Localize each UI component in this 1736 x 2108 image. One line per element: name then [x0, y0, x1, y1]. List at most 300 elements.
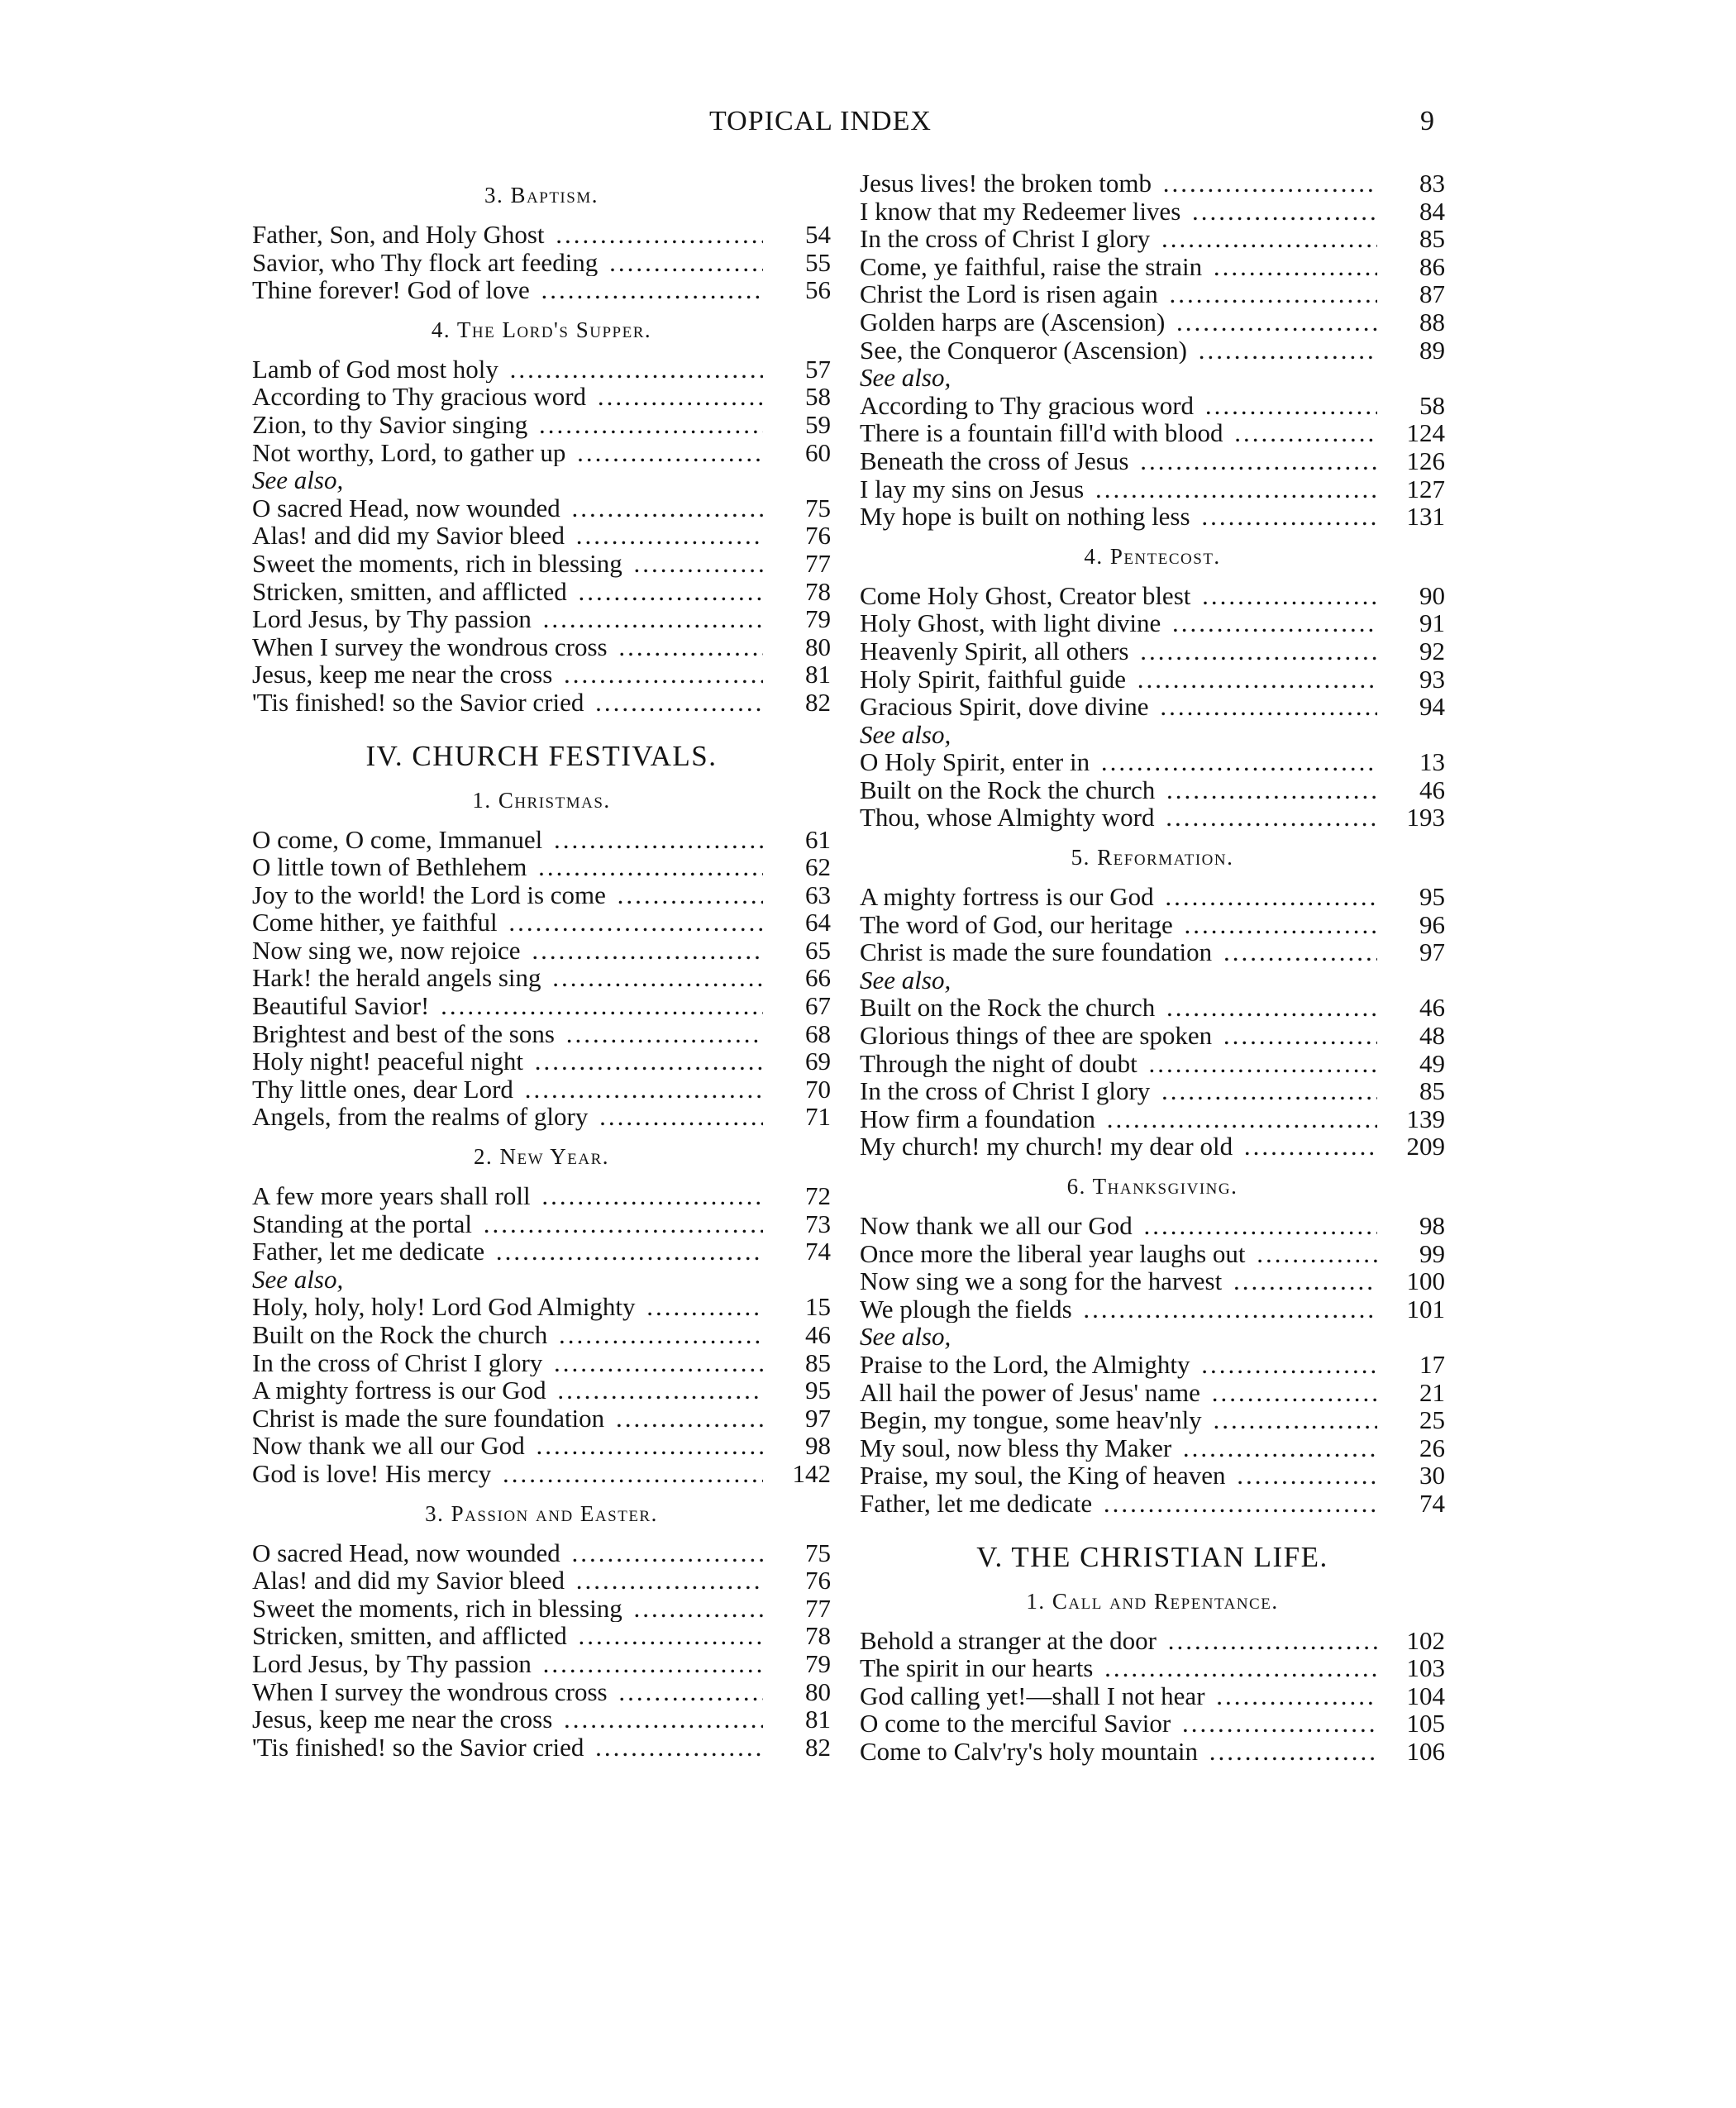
hymn-title: O Holy Spirit, enter in: [860, 748, 1090, 776]
hymn-number: 91: [1419, 608, 1445, 638]
index-entry: [860, 1654, 1445, 1682]
hymn-title: Angels, from the realms of glory: [252, 1103, 589, 1132]
hymn-title: Once more the liberal year laughs out: [860, 1239, 1246, 1268]
hymn-title: Behold a stranger at the door: [860, 1626, 1157, 1655]
hymn-title: Praise to the Lord, the Almighty: [860, 1350, 1190, 1379]
hymn-number: 84: [1419, 196, 1445, 226]
index-entry: [252, 1539, 831, 1567]
pentecost-list: [860, 582, 1445, 721]
index-entry: [860, 776, 1445, 804]
index-entry: [252, 633, 831, 661]
hymn-number: 58: [1419, 390, 1445, 420]
hymn-number: 126: [1406, 446, 1445, 475]
index-entry: [860, 582, 1445, 610]
hymn-number: 102: [1406, 1625, 1445, 1655]
index-entry: [252, 1047, 831, 1075]
hymn-title: Lord Jesus, by Thy passion: [252, 1649, 532, 1678]
lords-supper-see-also-list: [252, 494, 831, 717]
index-entry: [252, 221, 831, 249]
hymn-number: 62: [805, 852, 831, 882]
index-entry: [860, 198, 1445, 226]
index-entry: [252, 964, 831, 992]
subsection-heading: 3. Passion and Easter.: [425, 1500, 658, 1526]
hymn-number: 54: [805, 220, 831, 249]
index-entry: [860, 693, 1445, 721]
hymn-number: 94: [1419, 692, 1445, 722]
passion-easter-list: [252, 1539, 831, 1762]
hymn-title: Zion, to thy Savior singing: [252, 410, 528, 439]
hymn-number: 99: [1419, 1238, 1445, 1268]
hymn-number: 93: [1419, 664, 1445, 694]
section-heading: IV. CHURCH FESTIVALS.: [365, 739, 718, 772]
index-entry: [860, 1105, 1445, 1133]
hymn-title: Lord Jesus, by Thy passion: [252, 605, 532, 633]
index-entry: [252, 1321, 831, 1349]
index-entry: [860, 1351, 1445, 1379]
hymn-number: 139: [1406, 1104, 1445, 1133]
index-entry: [252, 494, 831, 522]
subsection-heading: 2. New Year.: [473, 1144, 610, 1170]
index-entry: [860, 419, 1445, 447]
hymn-title: Holy Ghost, with light divine: [860, 609, 1161, 637]
hymn-title: O little town of Bethlehem: [252, 853, 527, 881]
hymn-title: How firm a foundation: [860, 1104, 1095, 1133]
hymn-number: 103: [1406, 1653, 1445, 1683]
index-entry: [252, 1020, 831, 1048]
hymn-number: 124: [1406, 418, 1445, 448]
hymn-number: 76: [805, 1566, 831, 1595]
hymn-title: Built on the Rock the church: [860, 775, 1156, 804]
hymn-number: 90: [1419, 580, 1445, 610]
hymn-title: God is love! His mercy: [252, 1459, 492, 1488]
index-entry: [860, 1434, 1445, 1462]
index-entry: [860, 609, 1445, 637]
hymn-title: When I survey the wondrous cross: [252, 632, 608, 661]
hymn-number: 65: [805, 935, 831, 965]
index-entry: [252, 853, 831, 881]
see-also-label: See also,: [252, 1264, 344, 1294]
hymn-title: Heavenly Spirit, all others: [860, 637, 1129, 665]
hymn-title: Holy Spirit, faithful guide: [860, 665, 1127, 694]
section-heading: V. THE CHRISTIAN LIFE.: [976, 1540, 1328, 1573]
index-entry: [252, 1238, 831, 1266]
hymn-title: There is a fountain fill'd with blood: [860, 419, 1223, 447]
hymn-title: Thy little ones, dear Lord: [252, 1075, 513, 1104]
index-entry: [860, 748, 1445, 776]
hymn-number: 57: [805, 354, 831, 384]
index-entry: [252, 1376, 831, 1405]
hymn-title: Savior, who Thy flock art feeding: [252, 248, 599, 277]
hymn-number: 89: [1419, 335, 1445, 365]
hymn-title: Holy night! peaceful night: [252, 1047, 523, 1075]
passion-easter-continued-list: [860, 169, 1445, 364]
index-entry: [860, 1133, 1445, 1161]
hymn-number: 73: [805, 1209, 831, 1238]
hymn-number: 74: [1419, 1488, 1445, 1518]
hymn-title: Praise, my soul, the King of heaven: [860, 1462, 1226, 1490]
hymn-number: 66: [805, 963, 831, 993]
hymn-title: In the cross of Christ I glory: [860, 1077, 1151, 1105]
index-entry: [252, 1075, 831, 1104]
hymn-number: 21: [1419, 1377, 1445, 1407]
pentecost-see-also-list: [860, 748, 1445, 832]
hymn-title: In the cross of Christ I glory: [252, 1348, 543, 1377]
hymn-number: 82: [805, 1732, 831, 1762]
hymn-number: 70: [805, 1074, 831, 1104]
hymn-title: Alas! and did my Savior bleed: [252, 1567, 565, 1595]
index-entry: [860, 637, 1445, 665]
hymn-number: 104: [1406, 1681, 1445, 1710]
index-entry: [252, 355, 831, 384]
christmas-list: [252, 826, 831, 1132]
index-entry: [860, 1682, 1445, 1710]
index-entry: [860, 1212, 1445, 1240]
hymn-number: 81: [805, 660, 831, 689]
hymn-title: Beneath the cross of Jesus: [860, 446, 1129, 475]
subsection-heading: 3. Baptism.: [484, 183, 599, 207]
index-entry: [252, 276, 831, 304]
hymn-title: Father, let me dedicate: [252, 1238, 485, 1266]
hymn-number: 105: [1406, 1709, 1445, 1738]
hymn-number: 76: [805, 521, 831, 551]
hymn-title: My church! my church! my dear old: [860, 1133, 1233, 1161]
hymn-number: 75: [805, 493, 831, 522]
hymn-title: Stricken, smitten, and afflicted: [252, 1622, 567, 1650]
hymn-title: I know that my Redeemer lives: [860, 197, 1181, 226]
hymn-title: Alas! and did my Savior bleed: [252, 522, 565, 550]
hymn-title: Christ the Lord is risen again: [860, 280, 1158, 308]
hymn-title: Now sing we, now rejoice: [252, 936, 521, 965]
subsection-heading: 4. The Lord's Supper.: [431, 317, 652, 342]
hymn-number: 49: [1419, 1048, 1445, 1078]
index-entry: [252, 1595, 831, 1623]
hymn-title: All hail the power of Jesus' name: [860, 1378, 1200, 1407]
index-entry: [860, 280, 1445, 308]
hymn-title: A few more years shall roll: [252, 1182, 531, 1210]
hymn-number: 209: [1406, 1132, 1445, 1161]
hymn-number: 58: [805, 382, 831, 412]
hymn-title: Brightest and best of the sons: [252, 1019, 555, 1048]
hymn-number: 46: [1419, 775, 1445, 804]
index-entry: [860, 253, 1445, 281]
hymn-title: Joy to the world! the Lord is come: [252, 880, 606, 909]
hymn-title: A mighty fortress is our God: [860, 883, 1154, 911]
index-entry: [252, 1705, 831, 1734]
hymn-number: 96: [1419, 909, 1445, 939]
index-entry: [252, 249, 831, 277]
hymn-number: 80: [805, 632, 831, 661]
hymn-number: 101: [1406, 1294, 1445, 1323]
index-entry: [860, 938, 1445, 966]
hymn-number: 142: [792, 1458, 831, 1488]
hymn-number: 92: [1419, 636, 1445, 665]
hymn-number: 131: [1406, 502, 1445, 532]
hymn-number: 64: [805, 908, 831, 937]
hymn-number: 97: [1419, 937, 1445, 967]
reformation-list: [860, 883, 1445, 966]
hymn-title: O sacred Head, now wounded: [252, 494, 560, 522]
index-entry: [252, 1432, 831, 1460]
hymn-number: 81: [805, 1705, 831, 1734]
hymn-number: 55: [805, 247, 831, 277]
hymn-number: 72: [805, 1181, 831, 1211]
index-entry: [860, 336, 1445, 365]
index-entry: [860, 804, 1445, 832]
hymn-number: 67: [805, 991, 831, 1021]
hymn-title: When I survey the wondrous cross: [252, 1677, 608, 1706]
hymn-title: According to Thy gracious word: [252, 383, 587, 411]
hymn-number: 85: [1419, 1076, 1445, 1106]
hymn-number: 68: [805, 1018, 831, 1048]
hymn-number: 75: [805, 1538, 831, 1567]
hymn-number: 13: [1419, 747, 1445, 777]
hymn-number: 25: [1419, 1405, 1445, 1435]
index-entry: [252, 1293, 831, 1321]
index-entry: [860, 1050, 1445, 1078]
hymn-number: 193: [1406, 803, 1445, 832]
index-entry: [860, 475, 1445, 503]
hymn-number: 46: [805, 1320, 831, 1349]
hymn-title: Built on the Rock the church: [860, 994, 1156, 1023]
hymn-number: 79: [805, 604, 831, 634]
index-entry: [252, 992, 831, 1020]
index-entry: [860, 1490, 1445, 1518]
lords-supper-list: [252, 355, 831, 466]
hymn-title: Holy, holy, holy! Lord God Almighty: [252, 1293, 636, 1321]
index-entry: [252, 1182, 831, 1210]
index-entry: [252, 937, 831, 965]
hymn-title: I lay my sins on Jesus: [860, 475, 1085, 503]
index-entry: [252, 1678, 831, 1706]
subsection-heading: 4. Pentecost.: [1084, 543, 1221, 569]
page-header: [0, 106, 1736, 147]
index-entry: [252, 1460, 831, 1488]
see-also-label: See also,: [860, 965, 951, 994]
hymn-number: 85: [805, 1347, 831, 1377]
hymn-title: Christ is made the sure foundation: [252, 1404, 605, 1433]
hymn-title: Built on the Rock the church: [252, 1321, 548, 1349]
subsection-heading: 6. Thanksgiving.: [1066, 1174, 1238, 1199]
hymn-title: Now thank we all our God: [252, 1432, 525, 1460]
index-entry: [860, 994, 1445, 1022]
hymn-title: My hope is built on nothing less: [860, 503, 1190, 531]
index-entry: [252, 578, 831, 606]
index-entry: [860, 665, 1445, 694]
index-entry: [252, 1210, 831, 1238]
hymn-number: 17: [1419, 1349, 1445, 1379]
index-entry: [860, 1077, 1445, 1105]
hymn-title: Beautiful Savior!: [252, 992, 430, 1020]
hymn-number: 61: [805, 824, 831, 854]
hymn-title: Lamb of God most holy: [252, 355, 498, 384]
hymn-title: Not worthy, Lord, to gather up: [252, 438, 566, 467]
index-entry: [252, 439, 831, 467]
page-number: 9: [1420, 106, 1434, 136]
index-entry: [252, 1103, 831, 1131]
hymn-number: 69: [805, 1047, 831, 1076]
hymn-title: Come to Calv'ry's holy mountain: [860, 1737, 1198, 1766]
hymn-title: Come hither, ye faithful: [252, 909, 498, 937]
hymn-number: 56: [805, 275, 831, 305]
hymn-title: Through the night of doubt: [860, 1049, 1137, 1078]
index-entry: [860, 1738, 1445, 1766]
hymn-title: Now thank we all our God: [860, 1212, 1133, 1240]
left-column: [252, 169, 831, 1761]
new-year-see-also-list: [252, 1293, 831, 1487]
hymn-number: 63: [805, 880, 831, 909]
index-entry: [860, 883, 1445, 911]
hymn-title: O come, O come, Immanuel: [252, 825, 543, 854]
hymn-title: Father, let me dedicate: [860, 1489, 1093, 1518]
hymn-title: Gracious Spirit, dove divine: [860, 693, 1149, 721]
hymn-title: The word of God, our heritage: [860, 910, 1173, 939]
index-entry: [860, 1022, 1445, 1050]
hymn-number: 82: [805, 687, 831, 717]
see-also-label: See also,: [860, 1322, 951, 1352]
hymn-title: According to Thy gracious word: [860, 391, 1195, 420]
index-entry: [252, 1349, 831, 1377]
index-entry: [252, 522, 831, 550]
hymn-title: 'Tis finished! so the Savior cried: [252, 1733, 584, 1762]
right-column: [860, 169, 1445, 1766]
hymn-title: Stricken, smitten, and afflicted: [252, 577, 567, 606]
index-entry: [252, 661, 831, 689]
index-entry: [252, 1567, 831, 1595]
index-entry: [860, 447, 1445, 475]
hymn-title: The spirit in our hearts: [860, 1654, 1094, 1682]
hymn-title: Jesus, keep me near the cross: [252, 1705, 553, 1734]
index-entry: [252, 909, 831, 937]
hymn-title: O come to the merciful Savior: [860, 1710, 1171, 1738]
index-entry: [252, 383, 831, 411]
hymn-title: God calling yet!—shall I not hear: [860, 1681, 1205, 1710]
index-entry: [860, 1295, 1445, 1323]
reformation-see-also-list: [860, 994, 1445, 1161]
index-entry: [252, 881, 831, 909]
subsection-heading: 5. Reformation.: [1071, 845, 1234, 870]
hymn-title: O sacred Head, now wounded: [252, 1538, 560, 1567]
index-entry: [252, 1734, 831, 1762]
index-entry: [860, 911, 1445, 939]
hymn-title: Now sing we a song for the harvest: [860, 1267, 1223, 1295]
hymn-title: 'Tis finished! so the Savior cried: [252, 688, 584, 717]
index-entry: [860, 1267, 1445, 1295]
subsection-heading: 1. Call and Repentance.: [1026, 1588, 1279, 1614]
call-repentance-list: [860, 1627, 1445, 1766]
index-entry: [860, 1240, 1445, 1268]
hymn-number: 59: [805, 409, 831, 439]
hymn-number: 100: [1406, 1266, 1445, 1296]
hymn-number: 60: [805, 437, 831, 467]
hymn-title: See, the Conqueror (Ascension): [860, 336, 1188, 365]
hymn-title: Come, ye faithful, raise the strain: [860, 252, 1203, 281]
hymn-title: A mighty fortress is our God: [252, 1376, 546, 1405]
hymn-number: 15: [805, 1292, 831, 1322]
baptism-list: [252, 221, 831, 304]
hymn-number: 30: [1419, 1461, 1445, 1490]
hymn-number: 48: [1419, 1021, 1445, 1051]
hymn-title: Jesus, keep me near the cross: [252, 661, 553, 689]
index-entry: [860, 392, 1445, 420]
index-entry: [860, 225, 1445, 253]
index-entry: [860, 169, 1445, 198]
hymn-number: 95: [1419, 882, 1445, 912]
hymn-number: 79: [805, 1648, 831, 1678]
thanksgiving-see-also-list: [860, 1351, 1445, 1518]
hymn-title: We plough the fields: [860, 1295, 1072, 1323]
hymn-number: 26: [1419, 1433, 1445, 1462]
hymn-title: Thou, whose Almighty word: [860, 804, 1155, 832]
hymn-number: 98: [1419, 1211, 1445, 1240]
index-entry: [252, 550, 831, 578]
hymn-number: 78: [805, 576, 831, 606]
hymn-title: Golden harps are (Ascension): [860, 308, 1166, 336]
hymn-number: 80: [805, 1676, 831, 1706]
page-title: TOPICAL INDEX: [709, 106, 932, 136]
hymn-title: Come Holy Ghost, Creator blest: [860, 581, 1191, 610]
hymn-number: 85: [1419, 224, 1445, 254]
index-entry: [252, 1405, 831, 1433]
hymn-number: 127: [1406, 474, 1445, 503]
index-entry: [252, 1650, 831, 1678]
hymn-title: Father, Son, and Holy Ghost: [252, 221, 545, 249]
hymn-number: 83: [1419, 169, 1445, 198]
hymn-title: Glorious things of thee are spoken: [860, 1022, 1213, 1050]
hymn-title: Christ is made the sure foundation: [860, 938, 1213, 966]
hymn-title: Sweet the moments, rich in blessing: [252, 549, 622, 578]
index-entry: [252, 1622, 831, 1650]
index-entry: [860, 1379, 1445, 1407]
index-entry: [252, 826, 831, 854]
hymn-title: Standing at the portal: [252, 1209, 473, 1238]
passion-easter-see-also-list: [860, 392, 1445, 531]
hymn-number: 106: [1406, 1736, 1445, 1766]
hymn-number: 74: [805, 1237, 831, 1266]
index-entry: [252, 411, 831, 439]
hymn-number: 77: [805, 548, 831, 578]
hymn-number: 88: [1419, 307, 1445, 336]
hymn-number: 86: [1419, 251, 1445, 281]
hymn-title: Hark! the herald angels sing: [252, 964, 541, 993]
hymn-number: 87: [1419, 279, 1445, 309]
index-entry: [252, 605, 831, 633]
hymn-title: Sweet the moments, rich in blessing: [252, 1594, 622, 1623]
hymn-title: In the cross of Christ I glory: [860, 225, 1151, 253]
hymn-title: Thine forever! God of love: [252, 276, 530, 304]
index-entry: [860, 1406, 1445, 1434]
hymn-number: 95: [805, 1376, 831, 1405]
index-entry: [860, 308, 1445, 336]
hymn-number: 78: [805, 1621, 831, 1651]
hymn-number: 97: [805, 1403, 831, 1433]
hymn-number: 98: [805, 1431, 831, 1461]
hymn-title: My soul, now bless thy Maker: [860, 1433, 1172, 1462]
hymn-title: Begin, my tongue, some heav'nly: [860, 1406, 1202, 1434]
see-also-label: See also,: [252, 465, 344, 495]
index-entry: [860, 503, 1445, 531]
index-entry: [860, 1627, 1445, 1655]
index-entry: [252, 689, 831, 717]
hymn-number: 71: [805, 1102, 831, 1132]
thanksgiving-list: [860, 1212, 1445, 1323]
new-year-list: [252, 1182, 831, 1266]
see-also-label: See also,: [860, 363, 951, 393]
hymn-number: 77: [805, 1593, 831, 1623]
see-also-label: See also,: [860, 719, 951, 749]
index-entry: [860, 1462, 1445, 1490]
hymn-title: Jesus lives! the broken tomb: [860, 169, 1152, 198]
index-entry: [860, 1710, 1445, 1738]
